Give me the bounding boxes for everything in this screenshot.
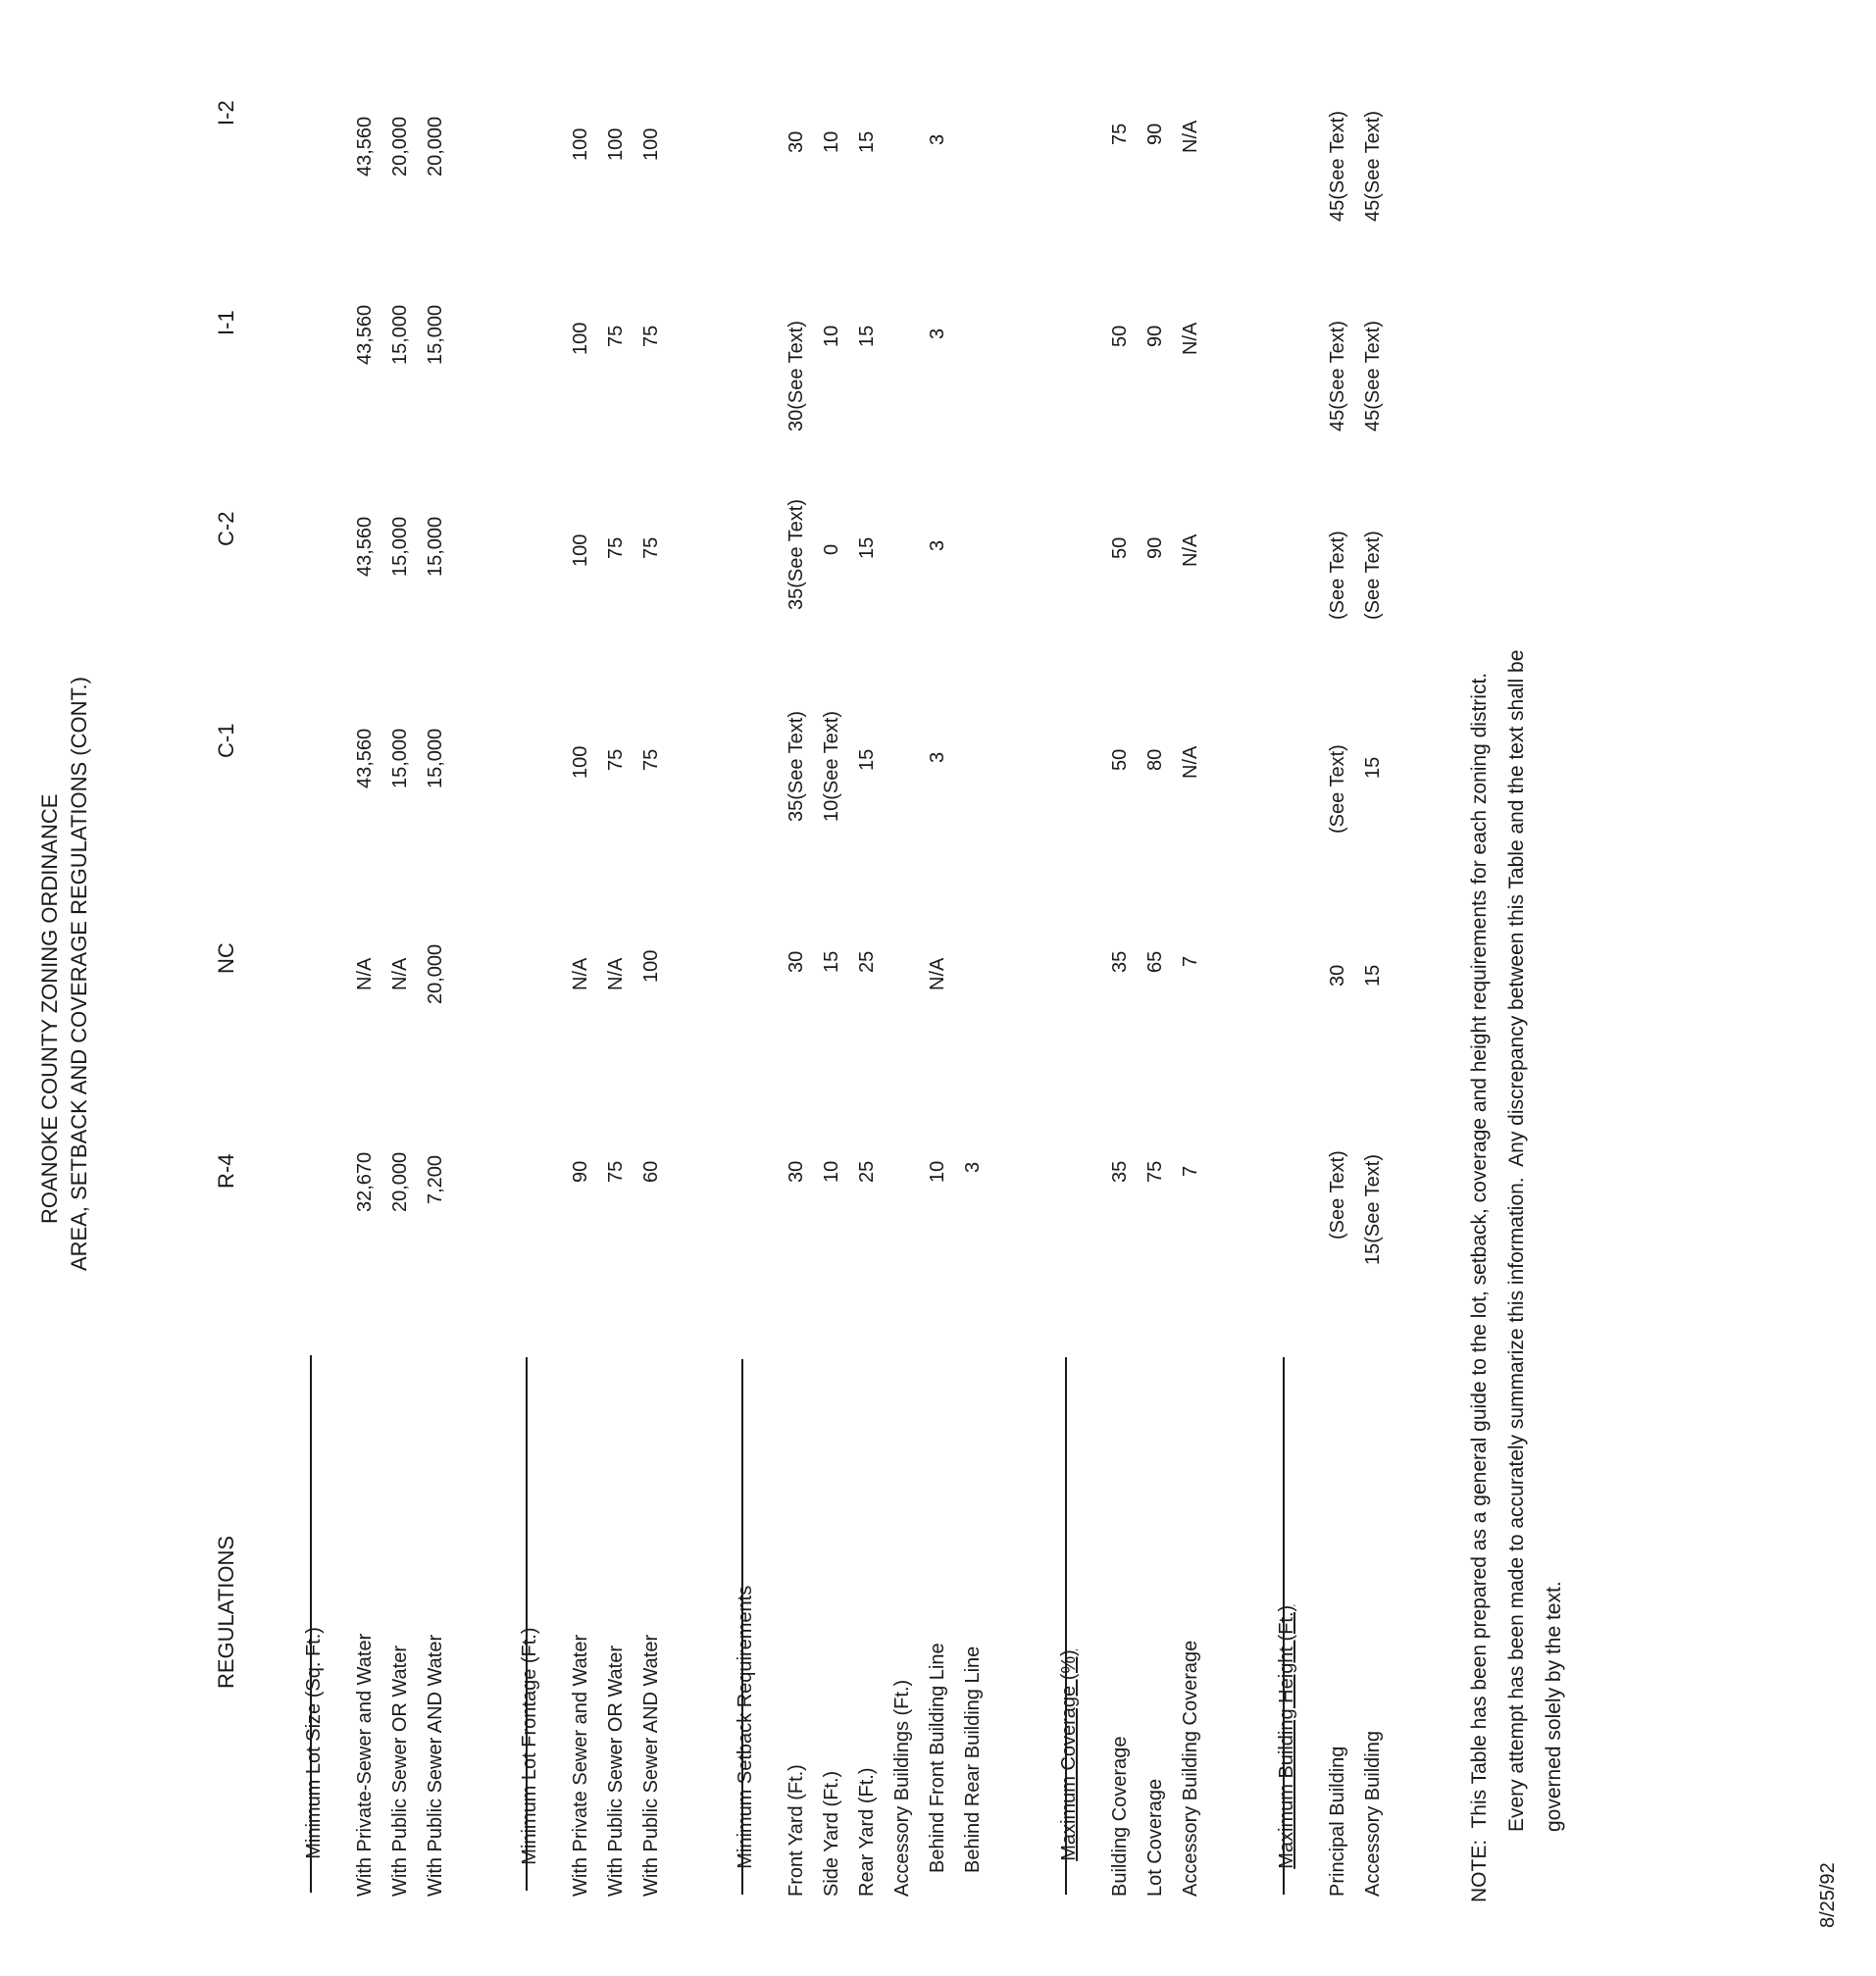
cell: (See Text) (1327, 744, 1348, 834)
document-subtitle: AREA, SETBACK AND COVERAGE REGULATIONS (CONT.) (67, 677, 91, 1271)
row-label: Accessory Building Coverage (1180, 1640, 1201, 1897)
cell: 15 (821, 950, 842, 973)
cell: 10 (821, 1160, 842, 1183)
cell: 15,000 (389, 728, 411, 788)
section-title-coverage-text: Maximum Coverage (%) (1058, 1649, 1080, 1861)
cell: 15,000 (389, 516, 411, 577)
cell: 100 (570, 533, 591, 567)
header-col-c1: C-1 (214, 723, 238, 758)
note-line-3: governed solely by the text. (1543, 1581, 1565, 1832)
cell: 35 (1109, 1160, 1131, 1183)
cell: 15 (1362, 964, 1384, 987)
row-label: Building Coverage (1109, 1736, 1131, 1897)
row-label: With Public Sewer AND Water (425, 1634, 446, 1897)
cell: 3 (927, 133, 948, 145)
row-label: Lot Coverage (1144, 1778, 1166, 1897)
cell: 20,000 (389, 116, 411, 177)
cell: 15,000 (425, 304, 446, 365)
section-title-frontage (500, 1627, 559, 1887)
cell: 90 (1144, 123, 1166, 145)
cell: 0 (821, 543, 842, 555)
cell: 45(See Text) (1362, 320, 1384, 431)
cell: 45(See Text) (1362, 110, 1384, 222)
cell: 75 (605, 1160, 627, 1183)
cell: 10 (821, 130, 842, 153)
cell: 45(See Text) (1327, 110, 1348, 222)
cell: 15,000 (425, 516, 446, 577)
cell: 15 (1362, 756, 1384, 779)
cell: 30 (786, 1160, 807, 1183)
header-col-i1: I-1 (214, 310, 238, 335)
header-col-r4: R-4 (214, 1153, 238, 1189)
header-col-i2: I-2 (214, 100, 238, 126)
row-label: Behind Front Building Line (927, 1643, 948, 1873)
cell: 80 (1144, 748, 1166, 771)
cell: N/A (389, 957, 411, 990)
section-title-frontage-text: Minimum Lot Frontage (Ft.) (519, 1627, 540, 1865)
cell: 100 (640, 949, 662, 983)
header-col-nc: NC (214, 942, 238, 974)
cell: 65 (1144, 950, 1166, 973)
cell: 20,000 (425, 943, 446, 1004)
cell: 75 (640, 325, 662, 347)
cell: 30 (786, 130, 807, 153)
cell: 100 (570, 745, 591, 779)
section-title-height (1257, 1605, 1316, 1891)
section-title-setback-text: Minimum Setback Requirements (735, 1585, 756, 1869)
cell: 15(See Text) (1362, 1153, 1384, 1265)
note-line-2: Every attempt has been made to accurately summarize this information. Any discrepancy between this Table and the text shall be (1505, 649, 1528, 1832)
cell: 3 (927, 328, 948, 339)
section-title-lot-size (284, 1627, 343, 1881)
cell: 32,670 (354, 1151, 376, 1212)
cell: N/A (1180, 120, 1201, 153)
cell: 75 (1109, 123, 1131, 145)
cell: 30 (1327, 964, 1348, 987)
cell: 43,560 (354, 516, 376, 577)
cell: 3 (927, 751, 948, 763)
cell: 15 (856, 130, 878, 153)
cell: 75 (605, 536, 627, 559)
row-label: Principal Building (1327, 1746, 1348, 1897)
row-label: With Private Sewer and Water (570, 1634, 591, 1897)
row-label: Rear Yard (Ft.) (856, 1767, 878, 1897)
cell: 75 (1144, 1160, 1166, 1183)
row-label: Side Yard (Ft.) (821, 1770, 842, 1897)
cell: 100 (570, 127, 591, 161)
cell: (See Text) (1327, 531, 1348, 620)
cell: 10 (821, 325, 842, 347)
cell: N/A (1180, 745, 1201, 779)
header-regulations: REGULATIONS (214, 1535, 238, 1689)
cell: 45(See Text) (1327, 320, 1348, 431)
cell: 75 (605, 748, 627, 771)
row-label: Behind Rear Building Line (962, 1646, 984, 1873)
cell: 90 (1144, 536, 1166, 559)
cell: 90 (570, 1160, 591, 1183)
cell: 43,560 (354, 728, 376, 788)
cell: N/A (1180, 322, 1201, 355)
cell: N/A (927, 957, 948, 990)
row-label: With Public Sewer OR Water (605, 1646, 627, 1897)
row-label: Accessory Building (1362, 1731, 1384, 1897)
cell: 75 (640, 748, 662, 771)
cell: 35 (1109, 950, 1131, 973)
cell: 15 (856, 748, 878, 771)
cell: 43,560 (354, 116, 376, 177)
cell: 7,200 (425, 1154, 446, 1204)
cell: 75 (640, 536, 662, 559)
header-col-c2: C-2 (214, 511, 238, 546)
cell: 15 (856, 325, 878, 347)
document-date: 8/25/92 (1817, 1862, 1839, 1928)
cell: 35(See Text) (786, 498, 807, 610)
cell: 30 (786, 950, 807, 973)
document-title: ROANOKE COUNTY ZONING ORDINANCE (37, 793, 62, 1224)
row-label: Accessory Buildings (Ft.) (891, 1679, 913, 1897)
cell: N/A (605, 957, 627, 990)
cell: 25 (856, 950, 878, 973)
cell: 50 (1109, 536, 1131, 559)
section-title-setback (716, 1586, 775, 1891)
cell: N/A (1180, 533, 1201, 567)
cell: 10 (927, 1160, 948, 1183)
cell: N/A (354, 957, 376, 990)
section-title-lot-size-text: Minimum Lot Size (Sq. Ft.) (303, 1627, 325, 1859)
cell: 3 (927, 539, 948, 551)
row-label: With Public Sewer OR Water (389, 1646, 411, 1897)
cell: 7 (1180, 1165, 1201, 1177)
cell: (See Text) (1362, 531, 1384, 620)
cell: 10(See Text) (821, 710, 842, 822)
section-title-height-text: Maximum Building Height (Ft.) (1276, 1604, 1297, 1869)
cell: 50 (1109, 748, 1131, 771)
cell: 20,000 (389, 1151, 411, 1212)
cell: 35(See Text) (786, 710, 807, 822)
cell: 100 (605, 127, 627, 161)
cell: 75 (605, 325, 627, 347)
cell: 15 (856, 536, 878, 559)
cell: 43,560 (354, 304, 376, 365)
note-line-1: NOTE: This Table has been prepared as a general guide to the lot, setback, coverage and height requirements for each zoning district. (1468, 672, 1491, 1902)
row-label: With Public Sewer AND Water (640, 1634, 662, 1897)
cell: 20,000 (425, 116, 446, 177)
row-label: Front Yard (Ft.) (786, 1764, 807, 1897)
cell: 100 (570, 322, 591, 355)
cell: 15,000 (425, 728, 446, 788)
row-label: With Private-Sewer and Water (354, 1633, 376, 1897)
cell: 100 (640, 127, 662, 161)
cell: 50 (1109, 325, 1131, 347)
cell: (See Text) (1327, 1150, 1348, 1240)
cell: 25 (856, 1160, 878, 1183)
cell: 15,000 (389, 304, 411, 365)
cell: 90 (1144, 325, 1166, 347)
cell: 30(See Text) (786, 320, 807, 431)
cell: 3 (962, 1161, 984, 1173)
section-title-coverage (1039, 1649, 1098, 1883)
cell: 7 (1180, 955, 1201, 967)
cell: N/A (570, 957, 591, 990)
cell: 60 (640, 1160, 662, 1183)
